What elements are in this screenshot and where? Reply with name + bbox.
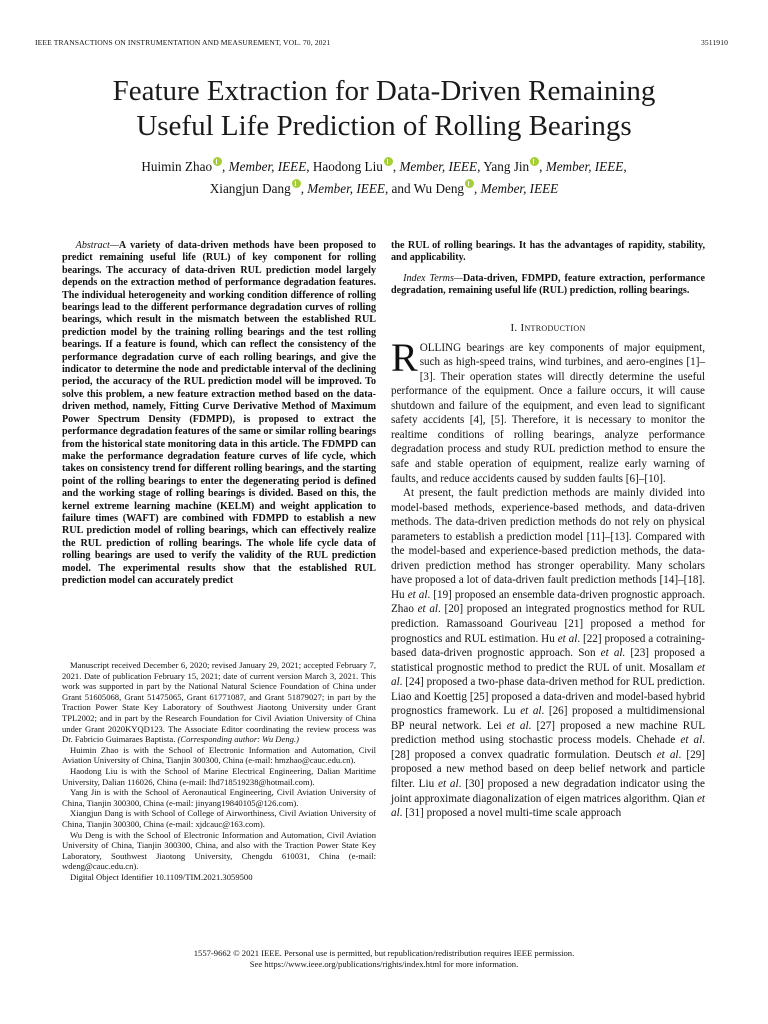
corresponding-author: (Corresponding author: Wu Deng.): [177, 734, 299, 745]
author-membership: Member, IEEE: [399, 159, 478, 174]
body-text: [23] proposed a statistical prognostic method to predict the RUL of unit. Mosallam: [391, 647, 706, 674]
index-terms-text: Data-driven, FDMPD, feature extraction, performance degradation, remaining useful life (RUL) prediction, rolling bearings.: [391, 272, 705, 297]
section-title: Introduction: [520, 321, 586, 334]
section-number: I.: [510, 321, 518, 334]
abstract: [62, 240, 376, 587]
et-al: et al.: [600, 647, 626, 660]
body-text: . [20] proposed an integrated prognostics method for RUL prediction. Ramassoand Gouriveau [21] proposed a method for prognostics and RUL estimation. Hu: [391, 603, 705, 645]
author-name: Haodong Liu: [312, 159, 383, 174]
author-membership: Member, IEEE: [228, 159, 307, 174]
intro-first-word: OLLING: [419, 341, 462, 354]
drop-cap: R: [391, 334, 418, 380]
et-al: et al: [391, 661, 705, 689]
author-name: Wu Deng: [413, 181, 465, 196]
body-text: . [28] proposed a convex quadratic formulation. Deutsch: [391, 734, 705, 761]
et-al: et al: [407, 588, 428, 601]
abstract-continued: the RUL of rolling bearings. It has the advantages of rapidity, stability, and applicability.: [391, 240, 705, 264]
footnote-affiliation-5: Wu Deng is with the School of Electronic Information and Automation, Civil Aviation University of China, Tianjin 300300, China, and also with the Traction Power State Key Laboratory, Southwest Jiaotong University, Chengdu 610031, China (e-mail: wdeng@cauc.edu.cn).: [62, 829, 376, 872]
footnotes: [62, 660, 376, 882]
et-al: et al: [391, 792, 706, 820]
body-text: . [29] proposed a new method based on deep belief network and particle filter. Liu: [391, 748, 705, 791]
title-line-2: Useful Life Prediction of Rolling Bearings: [136, 110, 632, 142]
orcid-icon[interactable]: [292, 179, 301, 188]
section-heading-introduction: [391, 322, 705, 334]
et-al: et al: [506, 719, 529, 732]
body-text: . [19] proposed an ensemble data-driven prognostic approach. Zhao: [391, 588, 705, 616]
body-text: . [27] proposed a new machine RUL prediction method using stochastic process models. Chehade: [391, 719, 706, 747]
paper-title: [40, 74, 728, 144]
abstract-text: A variety of data-driven methods have been proposed to predict remaining useful life (RUL) of key component for rolling bearings. The accuracy of data-driven RUL prediction model largely depends on the extraction method of performance degradation features. The individual heterogeneity and working condition difference of rolling bearings lead to the different performance degradation curves of rolling bearings, which result in the mismatch between the established RUL prediction model by the training rolling bearings and the test rolling bearings. If a feature is found, which can reflect the consistency of the performance degradation curve of each rolling bearings, and give the indicator to determine the node and predictable interval of the declining period, the accuracy of the RUL prediction model will be improved. To solve this problem, a new feature extraction method based on the data-driven method, namely, Fitting Curve Derivative Method of Maximum Power Spectrum Density (FDMPD), is proposed to extract the performance degradation features of the same or similar rolling bearings from the historical state monitoring data in this article. The FDMPD can make the performance degradation feature curves of life cycle, which takes on consistency trend for different rolling bearings, and the starting point of the rolling bearings to enter the degenerating period is defined and the working stage of rolling bearings is divided. Based on this, the kernel extreme learning machine (KELM) and weight application to failure times (WAFT) are combined with FDMPD to establish a new RUL prediction model of rolling bearings, which can effectively realize the RUL prediction of rolling bearings. The whole life cycle data of rolling bearings are used to verify the validity of the RUL prediction model. The experimental results show that the established RUL prediction model can accurately predict: [62, 240, 376, 586]
body-text: . [24] proposed a two-phase data-driven method for RUL prediction. Liao and Koettig [25] proposed a data-driven and model-based hybrid prognostics framework. Lu: [391, 676, 705, 718]
et-al: et al: [656, 748, 679, 761]
left-column: [62, 240, 376, 587]
footnote-affiliation-1: Huimin Zhao is with the School of Electronic Information and Automation, Civil Aviation University of China, Tianjin 300300, China (e-mail: hmzhao@cauc.edu.cn).: [62, 744, 376, 766]
intro-paragraph-1: [391, 334, 705, 486]
author-name: Xiangjun Dang: [209, 181, 291, 196]
footnote-affiliation-2: Haodong Liu is with the School of Marine Electrical Engineering, Dalian Maritime University, Dalian 116026, China (e-mail: lhd718519238@hotmail.com).: [62, 765, 376, 787]
body-text: . [30] proposed a new degradation indicator using the joint approximate diagonalization of eigen matrices algorithm. Qian: [391, 778, 705, 805]
footnote-manuscript: [62, 660, 376, 745]
orcid-icon[interactable]: [384, 157, 393, 166]
journal-name: IEEE TRANSACTIONS ON INSTRUMENTATION AND MEASUREMENT, VOL. 70, 2021: [35, 38, 331, 47]
orcid-icon[interactable]: [530, 157, 539, 166]
copyright-line-2: See https://www.ieee.org/publications/rights/index.html for more information.: [249, 959, 519, 969]
body-text: . [22] proposed a cotraining-based data-driven prognostic approach. Son: [391, 632, 705, 660]
footnote-affiliation-3: Yang Jin is with the School of Aeronautical Engineering, Civil Aviation University of China, Tianjin 300300, China (e-mail: jinyang19840105@126.com).: [62, 787, 376, 808]
author-conjunction: and: [391, 181, 411, 196]
author-name: Yang Jin: [483, 159, 530, 174]
article-number: 3511910: [701, 38, 728, 47]
et-al: et al: [557, 632, 578, 645]
author-membership: Member, IEEE: [480, 181, 559, 196]
abstract-label: Abstract—: [75, 240, 119, 251]
intro-paragraph-2: [391, 486, 705, 821]
et-al: et al: [520, 705, 542, 718]
et-al: et al: [680, 734, 703, 747]
copyright-line-1: 1557-9662 © 2021 IEEE. Personal use is permitted, but republication/redistribution requires IEEE permission.: [193, 948, 575, 958]
index-terms-label: Index Terms—: [403, 272, 463, 284]
author-membership: Member, IEEE: [307, 181, 385, 196]
orcid-icon[interactable]: [213, 157, 222, 166]
footnote-doi: Digital Object Identifier 10.1109/TIM.2021.3059500: [70, 871, 253, 882]
author-line-1: Huimin Zhao , Member, IEEE, Haodong Liu , Member, IEEE, Yang Jin , Member, IEEE,: [141, 159, 627, 174]
et-al: et al: [417, 603, 439, 616]
index-terms: [391, 273, 705, 298]
body-text: . [31] proposed a novel multi-time scale approach: [399, 807, 622, 820]
author-name: Huimin Zhao: [141, 159, 213, 174]
author-membership: Member, IEEE: [545, 159, 624, 174]
footnote-affiliation-4: Xiangjun Dang is with School of College of Airworthiness, Civil Aviation University of China, Tianjin 300300, China (e-mail: xjdcauc@163.com).: [62, 808, 376, 829]
body-text: . [26] proposed a multidimensional BP neural network. Lei: [391, 705, 705, 732]
intro-text: bearings are key components of major equipment, such as high-speed trains, wind turbines, and aero-engines [1]–[3]. Their operation states will directly determine the useful performance of the equipment. Once a failure occurs, it will cause shutdown and failure of the equipment, and even lead to significant safety accidents [4], [5]. Therefore, it is necessary to monitor the realtime conditions of rolling bearings, analyze performance degradation process and study RUL prediction method to ensure the safe and stable operation of equipment, realize early warning of faults, and reduce accidents caused by sudden faults [6]–[10].: [391, 341, 705, 485]
author-line-2: Xiangjun Dang , Member, IEEE, and Wu Deng , Member, IEEE: [209, 181, 559, 196]
copyright-notice: [40, 948, 728, 970]
author-list: [40, 156, 728, 200]
body-text: At present, the fault prediction methods are mainly divided into model-based methods, experience-based methods, and data-driven methods. The data-driven prediction methods do not rely on physical parameters to establish a prediction model [11]–[13]. Compared with the model-based and experience-based prediction methods, the data-driven prediction method has stronger operability. Many scholars have proposed a lot of data-driven fault prediction methods [14]–[18]. Hu: [391, 487, 705, 601]
footnote-text: Manuscript received December 6, 2020; revised January 29, 2021; accepted February 7, 2021. Date of publication February 15, 2021; date of current version March 3, 2021. This work was supported in part by the National Natural Science Foundation of China under Grant 51605068, Grant 51475065, Grant 61771087, and Grant 51879027; in part by the Traction Power State Key Laboratory of Southwest Jiaotong University under Grant TPL2002; and in part by the Research Foundation for Civil Aviation University of China under Grant 2020KYQD123. The Associate Editor coordinating the review process was Dr. Fabricio Guimaraes Baptista.: [62, 660, 376, 745]
et-al: et al: [438, 778, 459, 791]
running-head: [35, 38, 728, 47]
title-line-1: Feature Extraction for Data-Driven Remaining: [112, 75, 656, 107]
orcid-icon[interactable]: [465, 179, 474, 188]
right-column: [391, 240, 705, 821]
